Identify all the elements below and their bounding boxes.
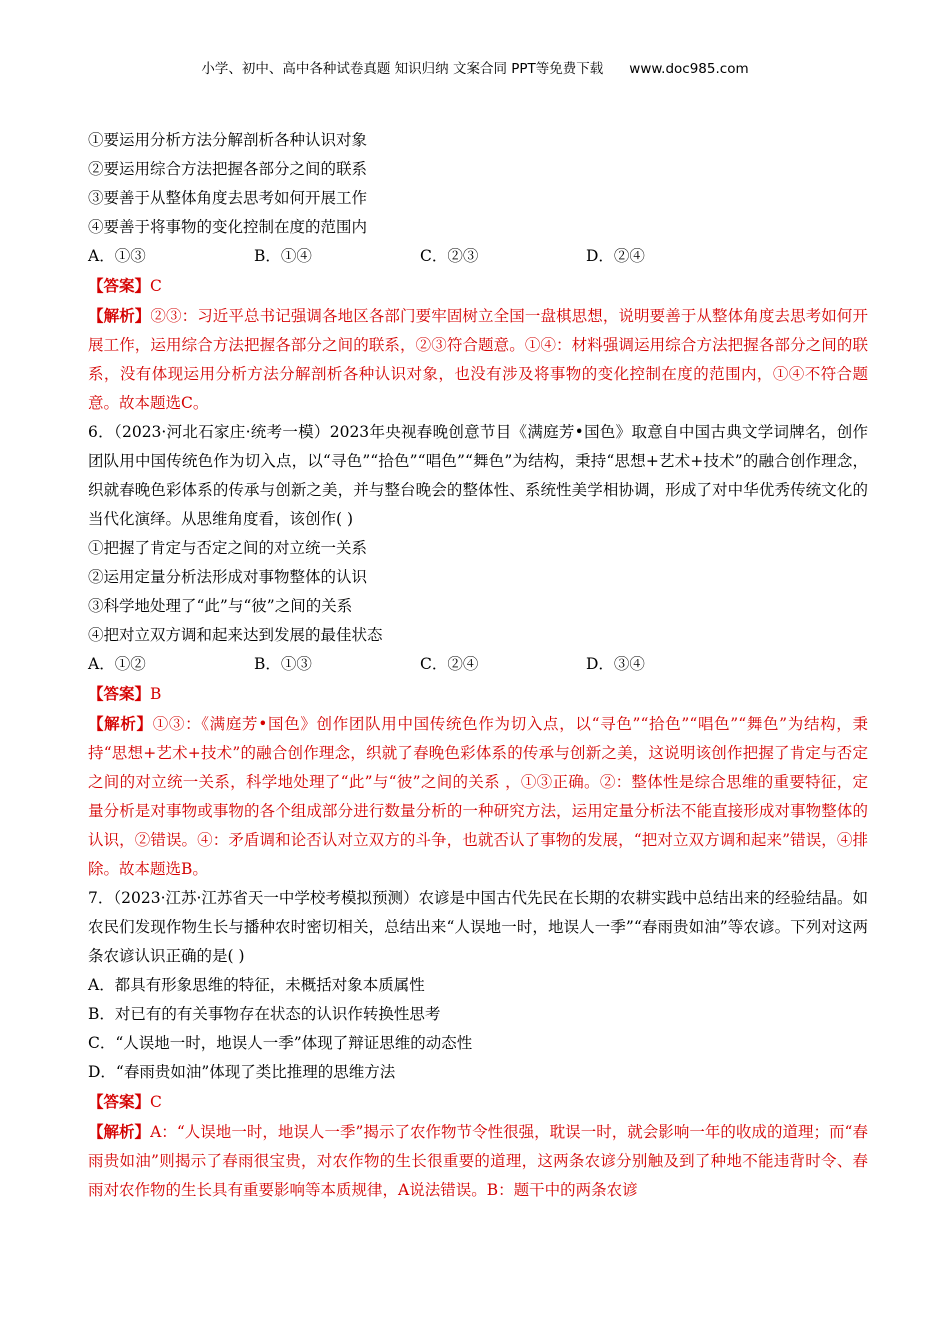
analysis-label: 【解析】 (88, 306, 151, 325)
option-b: B．①④ (254, 247, 312, 265)
analysis-label: 【解析】 (88, 714, 153, 733)
option-a: A．①② (88, 655, 146, 673)
statement-4: ④要善于将事物的变化控制在度的范围内 (88, 218, 368, 236)
statement-2: ②运用定量分析法形成对事物整体的认识 (88, 568, 368, 586)
option-c: C．②③ (420, 247, 479, 265)
option-a: A．都具有形象思维的特征，未概括对象本质属性 (88, 976, 425, 994)
option-b: B．对已有的有关事物存在状态的认识作转换性思考 (88, 1005, 441, 1023)
option-row (88, 242, 868, 271)
statement-2: ②要运用综合方法把握各部分之间的联系 (88, 160, 368, 178)
analysis-text: ②③：习近平总书记强调各地区各部门要牢固树立全国一盘棋思想，说明要善于从整体角度去思考如何开展工作，运用综合方法把握各部分之间的联系，②③符合题意。①④：材料强调运用综合方法把握各部分之间的联系，没有体现运用分析方法分解剖析各种认识对象，也没有涉及将事物的变化控制在度的范围内，①④不符合题意。故本题选C。 (88, 307, 868, 412)
analysis-label: 【解析】 (88, 1122, 151, 1141)
option-d: D．“春雨贵如油”体现了类比推理的思维方法 (88, 1063, 396, 1081)
analysis-text: A：“人误地一时，地误人一季”揭示了农作物节令性很强，耽误一时，就会影响一年的收成的道理；而“春雨贵如油”则揭示了春雨很宝贵，对农作物的生长很重要的道理，这两条农谚分别触及到了种地不能违背时令、春雨对农作物的生长具有重要影响等本质规律，A说法错误。B：题干中的两条农谚 (88, 1123, 868, 1199)
document-body (88, 126, 868, 1205)
question-7 (88, 884, 868, 1205)
header-text: 小学、初中、高中各种试卷真题 知识归纳 文案合同 PPT等免费下载 (201, 61, 604, 77)
question-stem: 7．（2023·江苏·江苏省天一中学校考模拟预测）农谚是中国古代先民在长期的农耕实践中总结出来的经验结晶。如农民们发现作物生长与播种农时密切相关，总结出来“人误地一时，地误人一季”“春雨贵如油”等农谚。下列对这两条农谚认识正确的是( ) (88, 889, 868, 965)
analysis (88, 301, 868, 418)
option-d: D．②④ (586, 247, 645, 265)
option-row (88, 650, 868, 679)
page-header (0, 57, 950, 77)
answer (88, 679, 868, 709)
question-6 (88, 418, 868, 884)
answer-value: C (150, 277, 162, 295)
statement-4: ④把对立双方调和起来达到发展的最佳状态 (88, 626, 383, 644)
answer-label: 【答案】 (88, 1092, 151, 1111)
header-site: www.doc985.com (629, 61, 749, 77)
statement-1: ①要运用分析方法分解剖析各种认识对象 (88, 131, 368, 149)
answer (88, 271, 868, 301)
option-b: B．①③ (254, 655, 312, 673)
analysis (88, 1117, 868, 1205)
answer-value: B (150, 685, 162, 703)
analysis (88, 709, 868, 884)
question-stem: 6．（2023·河北石家庄·统考一模）2023年央视春晚创意节目《满庭芳•国色》取意自中国古典文学词牌名，创作团队用中国传统色作为切入点，以“寻色”“拾色”“唱色”“舞色”为结构，秉持“思想+艺术+技术”的融合创作理念，织就春晚色彩体系的传承与创新之美，并与整台晚会的整体性、系统性美学相协调，形成了对中华优秀传统文化的当代化演绎。从思维角度看，该创作( ) (88, 423, 868, 528)
answer-value: C (150, 1093, 162, 1111)
answer-label: 【答案】 (88, 276, 151, 295)
option-a: A．①③ (88, 247, 146, 265)
answer-label: 【答案】 (88, 684, 151, 703)
option-c: C．②④ (420, 655, 479, 673)
statement-3: ③科学地处理了“此”与“彼”之间的关系 (88, 597, 353, 615)
statement-1: ①把握了肯定与否定之间的对立统一关系 (88, 539, 368, 557)
option-c: C．“人误地一时，地误人一季”体现了辩证思维的动态性 (88, 1034, 473, 1052)
question-5-tail (88, 126, 868, 418)
statement-3: ③要善于从整体角度去思考如何开展工作 (88, 189, 368, 207)
analysis-text: ①③：《满庭芳•国色》创作团队用中国传统色作为切入点，以“寻色”“拾色”“唱色”“舞色”为结构，秉持“思想+艺术+技术”的融合创作理念，织就了春晚色彩体系的传承与创新之美，这说明该创作把握了肯定与否定之间的对立统一关系，科学地处理了“此”与“彼”之间的关系 ，①③正确。②：整体性是综合思维的重要特征，定量分析是对事物或事物的各个组成部分进行数量分析的一种研究方法，运用定量分析法不能直接形成对事物整体的认识，②错误。④：矛盾调和论否认对立双方的斗争，也就否认了事物的发展，“把对立双方调和起来”错误，④排除。故本题选B。 (88, 715, 868, 878)
option-d: D．③④ (586, 655, 645, 673)
answer (88, 1087, 868, 1117)
